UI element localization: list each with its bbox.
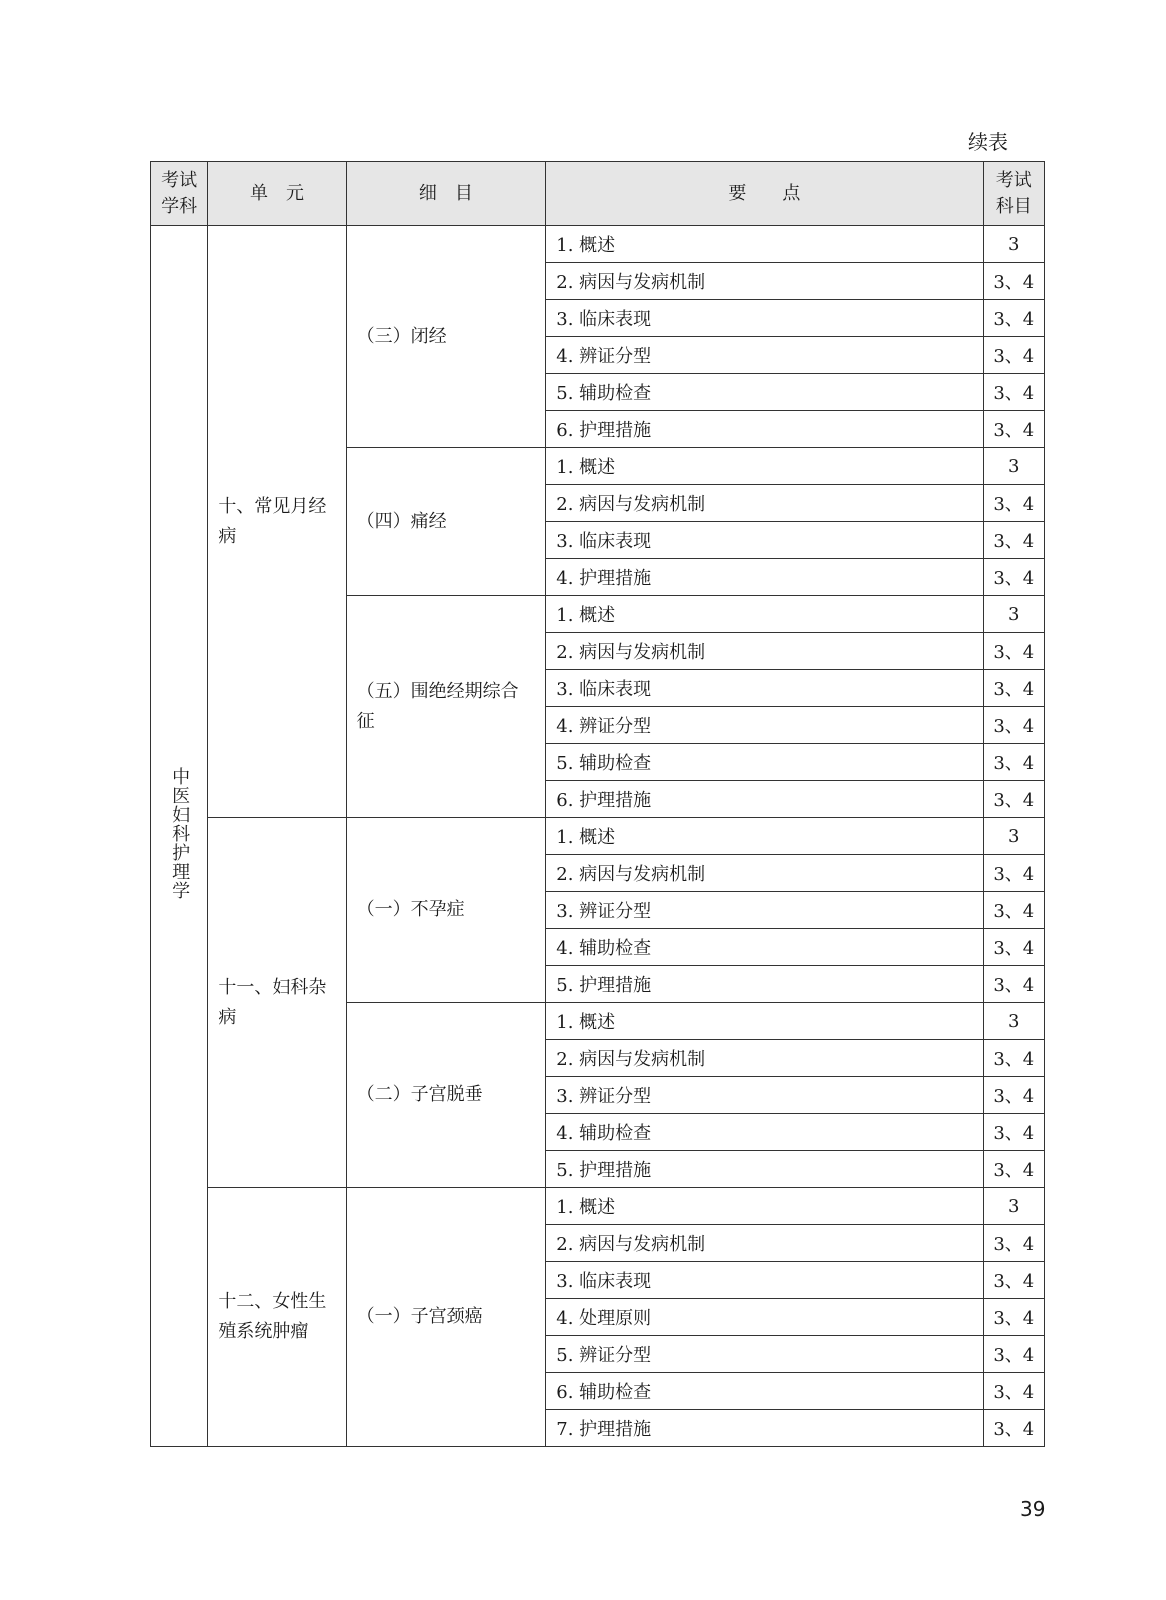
detail-cell: （三）闭经 (346, 226, 546, 448)
point-cell: 1. 概述 (546, 448, 983, 485)
exam-cell: 3、4 (983, 1410, 1044, 1447)
exam-cell: 3、4 (983, 522, 1044, 559)
point-cell: 2. 病因与发病机制 (546, 633, 983, 670)
point-cell: 6. 辅助检查 (546, 1373, 983, 1410)
exam-cell: 3、4 (983, 374, 1044, 411)
point-cell: 6. 护理措施 (546, 411, 983, 448)
detail-cell: （五）围绝经期综合征 (346, 596, 546, 818)
point-cell: 7. 护理措施 (546, 1410, 983, 1447)
exam-cell: 3、4 (983, 966, 1044, 1003)
header-row (151, 162, 1045, 226)
exam-cell: 3、4 (983, 892, 1044, 929)
subject-cell (151, 226, 208, 1447)
exam-cell: 3、4 (983, 1299, 1044, 1336)
exam-cell: 3、4 (983, 411, 1044, 448)
table-row (151, 1188, 1045, 1225)
exam-cell: 3、4 (983, 1077, 1044, 1114)
point-cell: 5. 辨证分型 (546, 1336, 983, 1373)
point-cell: 6. 护理措施 (546, 781, 983, 818)
unit-cell: 十一、妇科杂病 (208, 818, 346, 1188)
point-cell: 2. 病因与发病机制 (546, 263, 983, 300)
header-exam: 考试科目 (983, 162, 1044, 226)
detail-cell: （一）不孕症 (346, 818, 546, 1003)
point-cell: 1. 概述 (546, 1188, 983, 1225)
point-cell: 5. 辅助检查 (546, 374, 983, 411)
point-cell: 4. 处理原则 (546, 1299, 983, 1336)
table-row (151, 226, 1045, 263)
exam-cell: 3、4 (983, 263, 1044, 300)
point-cell: 5. 护理措施 (546, 1151, 983, 1188)
unit-cell: 十二、女性生殖系统肿瘤 (208, 1188, 346, 1447)
exam-cell: 3 (983, 596, 1044, 633)
exam-cell: 3、4 (983, 707, 1044, 744)
point-cell: 4. 辨证分型 (546, 707, 983, 744)
exam-cell: 3、4 (983, 559, 1044, 596)
point-cell: 3. 临床表现 (546, 522, 983, 559)
header-points: 要 点 (546, 162, 983, 226)
exam-cell: 3、4 (983, 744, 1044, 781)
point-cell: 4. 辅助检查 (546, 929, 983, 966)
point-cell: 5. 护理措施 (546, 966, 983, 1003)
unit-cell: 十、常见月经病 (208, 226, 346, 818)
point-cell: 3. 临床表现 (546, 300, 983, 337)
exam-cell: 3、4 (983, 855, 1044, 892)
exam-cell: 3、4 (983, 1225, 1044, 1262)
exam-cell: 3、4 (983, 781, 1044, 818)
detail-cell: （二）子宫脱垂 (346, 1003, 546, 1188)
continued-label: 续表 (968, 130, 1008, 154)
exam-cell: 3 (983, 448, 1044, 485)
header-unit: 单 元 (208, 162, 346, 226)
point-cell: 4. 辅助检查 (546, 1114, 983, 1151)
syllabus-table (150, 161, 1045, 1447)
exam-cell: 3、4 (983, 1373, 1044, 1410)
exam-cell: 3、4 (983, 1262, 1044, 1299)
exam-cell: 3、4 (983, 1336, 1044, 1373)
point-cell: 3. 临床表现 (546, 1262, 983, 1299)
exam-cell: 3、4 (983, 929, 1044, 966)
point-cell: 5. 辅助检查 (546, 744, 983, 781)
point-cell: 2. 病因与发病机制 (546, 1040, 983, 1077)
point-cell: 3. 辨证分型 (546, 1077, 983, 1114)
header-subject: 考试学科 (151, 162, 208, 226)
exam-cell: 3、4 (983, 485, 1044, 522)
point-cell: 1. 概述 (546, 1003, 983, 1040)
point-cell: 2. 病因与发病机制 (546, 855, 983, 892)
exam-cell: 3 (983, 818, 1044, 855)
point-cell: 4. 护理措施 (546, 559, 983, 596)
subject-label: 中医妇科护理学 (169, 767, 191, 900)
point-cell: 2. 病因与发病机制 (546, 485, 983, 522)
exam-cell: 3 (983, 1003, 1044, 1040)
point-cell: 3. 临床表现 (546, 670, 983, 707)
exam-cell: 3、4 (983, 1114, 1044, 1151)
exam-cell: 3、4 (983, 337, 1044, 374)
exam-cell: 3、4 (983, 1040, 1044, 1077)
point-cell: 4. 辨证分型 (546, 337, 983, 374)
exam-cell: 3、4 (983, 670, 1044, 707)
point-cell: 3. 辨证分型 (546, 892, 983, 929)
point-cell: 1. 概述 (546, 818, 983, 855)
exam-cell: 3、4 (983, 633, 1044, 670)
exam-cell: 3、4 (983, 300, 1044, 337)
point-cell: 1. 概述 (546, 226, 983, 263)
exam-cell: 3 (983, 1188, 1044, 1225)
detail-cell: （四）痛经 (346, 448, 546, 596)
exam-cell: 3 (983, 226, 1044, 263)
exam-cell: 3、4 (983, 1151, 1044, 1188)
point-cell: 1. 概述 (546, 596, 983, 633)
detail-cell: （一）子宫颈癌 (346, 1188, 546, 1447)
header-detail: 细 目 (346, 162, 546, 226)
table-body (151, 226, 1045, 1447)
table-row (151, 818, 1045, 855)
page-number: 39 (1020, 1497, 1046, 1521)
point-cell: 2. 病因与发病机制 (546, 1225, 983, 1262)
